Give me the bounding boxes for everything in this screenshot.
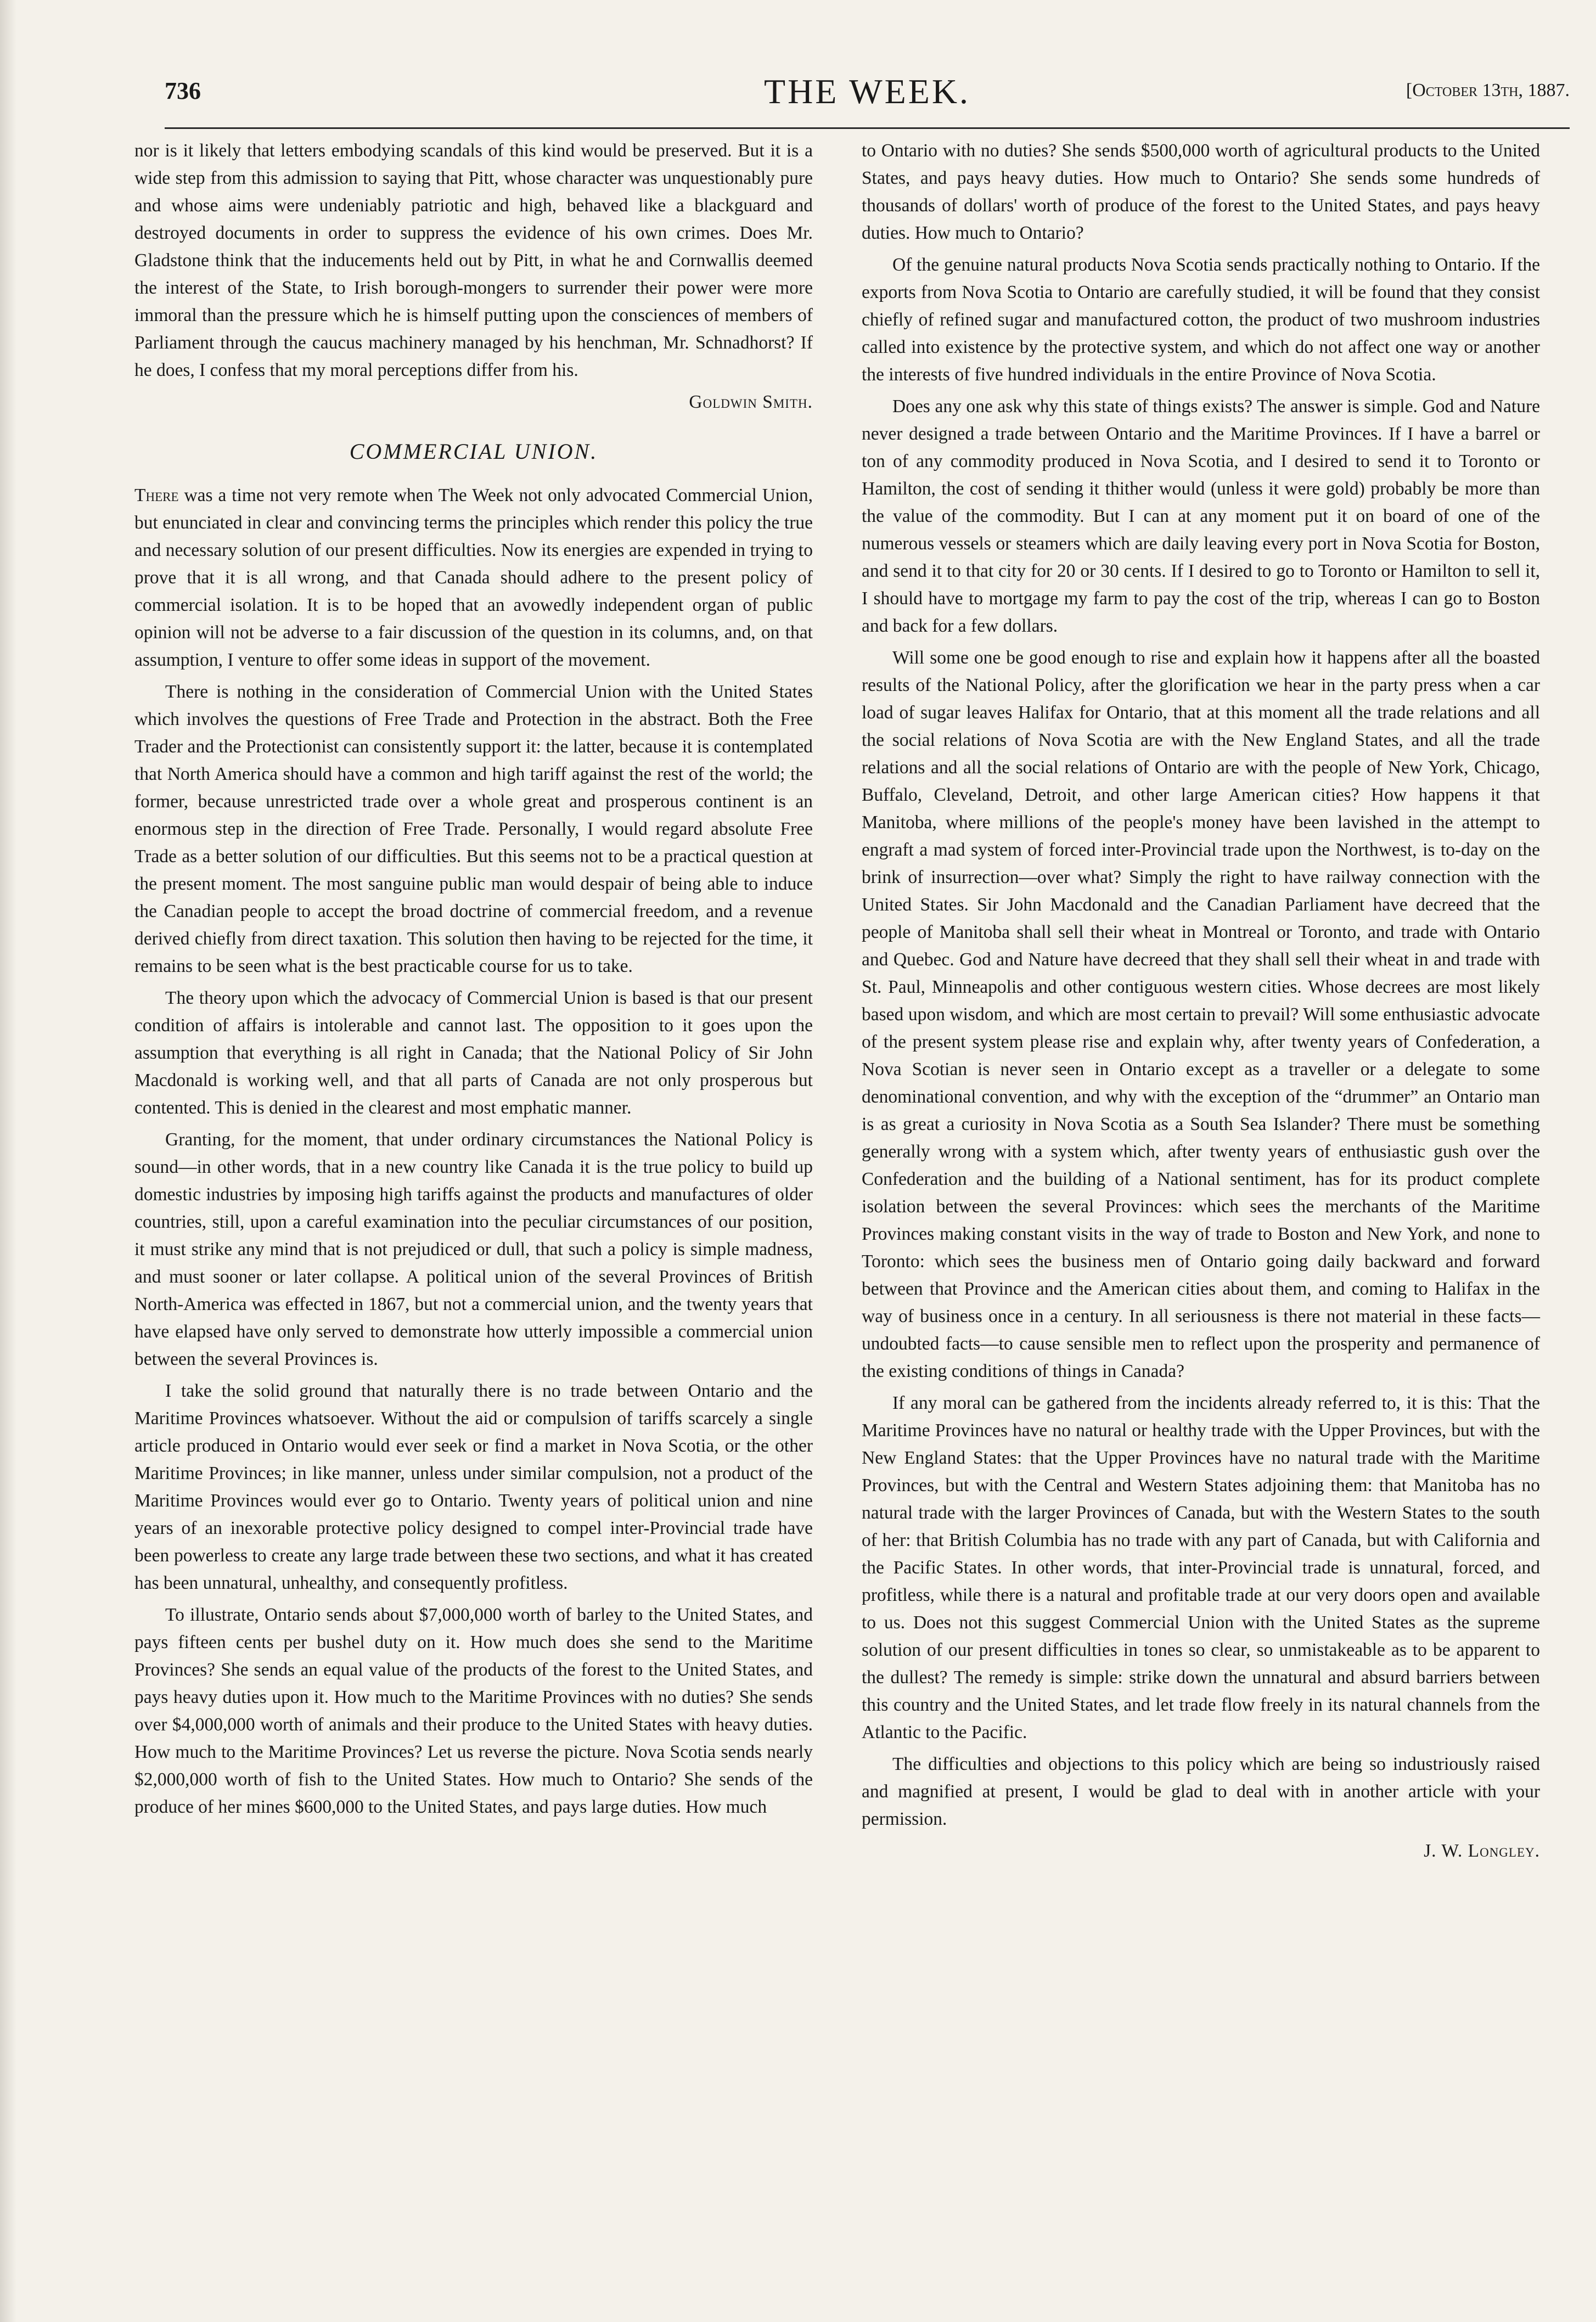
article-paragraph-6: To illustrate, Ontario sends about $7,000,000 worth of barley to the United States, and pays fifteen cents per bushel duty on it. How much does she send to the Maritime Provinces? She sends an equal value of the products of the forest to the United States, and pays heavy duties upon it. How much to the Maritime Provinces with no duties? She sends over $4,000,000 worth of animals and their produce to the United States with heavy duties. How much to the Maritime Provinces? Let us reverse the picture. Nova Scotia sends nearly $2,000,000 worth of fish to the United States. How much to Ontario? She sends of the produce of her mines $600,000 to the United States, and pays large duties. How much [134, 1605, 813, 1817]
signature-author: J. W. Longley. [1424, 1841, 1540, 1861]
continued-paragraph: nor is it likely that letters embodying scandals of this kind would be preserved. But it is a wide step from this admission to saying that Pitt, whose character was unquestionably pure and whose aims were undeniably patriotic and high, behaved like a blackguard and destroyed documents in order to suppress the evidence of his own crimes. Does Mr. Gladstone think that the inducements held out by Pitt, in what he and Cornwallis deemed the interest of the State, to Irish borough-mongers to surrender their power were more immoral than the pressure which he is himself putting upon the consciences of members of Parliament through the caucus machinery managed by his henchman, Mr. Schnadhorst? If he does, I confess that my moral perceptions differ from his. [134, 140, 813, 380]
left-column [134, 137, 813, 1825]
page-number: 736 [165, 77, 201, 104]
article-paragraph-4: Granting, for the moment, that under ordinary circumstances the National Policy is sound—in other words, that in a new country like Canada it is the true policy to build up domestic industries by imposing high tariffs against the products and manufactures of older countries, still, upon a careful examination into the peculiar circumstances of our position, it must strike any mind that is not prejudiced or dull, that such a policy is simple madness, and must sooner or later collapse. A political union of the several Provinces of British North-America was effected in 1867, but not a commercial union, and the twenty years that have elapsed have only served to demonstrate how utterly impossible a commercial union between the several Provinces is. [134, 1129, 813, 1369]
drop-lead-word: There [134, 485, 179, 505]
right-column [862, 137, 1540, 1869]
article-paragraph-11: If any moral can be gathered from the incidents already referred to, it is this: That the Maritime Provinces have no natural or healthy trade with the Upper Provinces, but with the New England States: that the Upper Provinces have no natural trade with the Maritime Provinces, but with the Central and Western States adjoining them: that Manitoba has no natural trade with the larger Provinces of Canada, but with the Western States to the south of her: that British Columbia has no trade with any part of Canada, but with California and the Pacific States. In other words, that inter-Provincial trade is unnatural, forced, and profitless, while there is a natural and profitable trade at our very doors open and available to us. Does not this suggest Commercial Union with the United States as the supreme solution of our present difficulties in tones so clear, so unmistakeable as to be apparent to the dullest? The remedy is simple: strike down the unnatural and absurd barriers between this country and the United States, and let trade flow freely in its natural channels from the Atlantic to the Pacific. [862, 1393, 1540, 1742]
page-edge-shadow [0, 0, 16, 2322]
page-header [165, 71, 1570, 121]
article-paragraph-8: Of the genuine natural products Nova Scotia sends practically nothing to Ontario. If the exports from Nova Scotia to Ontario are carefully studied, it will be found that they consist chiefly of refined sugar and manufactured cotton, the product of two mushroom industries called into existence by the protective system, and which do not affect one way or another the interests of five hundred individuals in the entire Province of Nova Scotia. [862, 255, 1540, 385]
masthead-title: THE WEEK. [763, 72, 971, 111]
article-title: COMMERCIAL UNION. [349, 439, 598, 464]
article-paragraph-2: There is nothing in the consideration of Commercial Union with the United States which involves the questions of Free Trade and Protection in the abstract. Both the Free Trader and the Protectionist can consistently support it: the latter, because it is contemplated that North America should have a common and high tariff against the rest of the world; the former, because unrestricted trade over a whole great and prosperous continent is an enormous step in the direction of Free Trade. Personally, I would regard absolute Free Trade as a better solution of our difficulties. But this seems not to be a practical question at the present moment. The most sanguine public man would despair of being able to induce the Canadian people to accept the broad doctrine of commercial freedom, and a revenue derived chiefly from direct taxation. This solution then having to be rejected for the time, it remains to be seen what is the best practicable course for us to take. [134, 682, 813, 976]
article-paragraph-5: I take the solid ground that naturally there is no trade between Ontario and the Maritime Provinces whatsoever. Without the aid or compulsion of tariffs scarcely a single article produced in Ontario would ever seek or find a market in Nova Scotia, or the other Maritime Provinces; in like manner, unless under similar compulsion, not a product of the Maritime Provinces would ever go to Ontario. Twenty years of political union and nine years of an inexorable protective policy designed to compel inter-Provincial trade have been powerless to create any large trade between these two sections, and what it has created has been unnatural, unhealthy, and consequently profitless. [134, 1381, 813, 1593]
article-paragraph-1 [134, 482, 813, 674]
paragraph-1-body: was a time not very remote when The Week not only advocated Commercial Union, but enunciated in clear and convincing terms the principles which render this policy the true and necessary solution of our present difficulties. Now its energies are expended in trying to prove that it is all wrong, and that Canada should adhere to the present policy of commercial isolation. It is to be hoped that an avowedly independent organ of public opinion will not be adverse to a fair discussion of the question in its columns, and, on that assumption, I venture to offer some ideas in support of the movement. [134, 485, 813, 670]
signature-goldwin-smith: Goldwin Smith. [689, 392, 813, 412]
article-paragraph-3: The theory upon which the advocacy of Commercial Union is based is that our present condition of affairs is intolerable and cannot last. The opposition to it goes upon the assumption that everything is all right in Canada; that the National Policy of Sir John Macdonald is working well, and that all parts of Canada are not only prosperous but contented. This is denied in the clearest and most emphatic manner. [134, 988, 813, 1118]
article-paragraph-12: The difficulties and objections to this policy which are being so industriously raised and magnified at present, I would be glad to deal with in another article with your permission. [862, 1754, 1540, 1829]
header-rule [165, 127, 1570, 129]
article-paragraph-10: Will some one be good enough to rise and explain how it happens after all the boasted results of the National Policy, after the glorification we hear in the party press when a car load of sugar leaves Halifax for Ontario, that at this moment all the trade relations and all the social relations of Nova Scotia are with the New England States, and all the trade relations and all the social relations of Ontario are with the people of New York, Chicago, Buffalo, Cleveland, Detroit, and other large American cities? How happens it that Manitoba, where millions of the people's money have been lavished in the attempt to engraft a mad system of forced inter-Provincial trade upon the Northwest, is to-day on the brink of insurrection—over what? Simply the right to have railway connection with the United States. Sir John Macdonald and the Canadian Parliament have decreed that the people of Manitoba shall sell their wheat in Montreal or Toronto, and trade with Ontario and Quebec. God and Nature have decreed that they shall sell their wheat in and trade with St. Paul, Minneapolis and other contiguous western cities. Whose decrees are most likely based upon wisdom, and which are most certain to prevail? Will some enthusiastic advocate of the present system please rise and explain why, after twenty years of Confederation, a Nova Scotian is never seen in Ontario except as a traveller or a delegate to some denominational convention, and why with the exception of the “drummer” an Ontario man is as great a curiosity in Nova Scotia as a South Sea Islander? There must be something generally wrong with a system which, after twenty years of enthusiastic gush over the Confederation and the building of a National sentiment, has for its product complete isolation between the several Provinces: which sees the merchants of the Maritime Provinces making constant visits in the way of trade to Boston and New York, and none to Toronto: which sees the business men of Ontario going daily backward and forward between that Province and the American cities about them, and coming to Halifax in the way of business once in a century. In all seriousness is there not material in these facts—undoubted facts—to cause sensible men to reflect upon the prosperity and permanence of the existing conditions of things in Canada? [862, 648, 1540, 1381]
article-paragraph-7: to Ontario with no duties? She sends $500,000 worth of agricultural products to the United States, and pays heavy duties. How much to Ontario? She sends some hundreds of thousands of dollars' worth of produce of the forest to the United States, and pays heavy duties. How much to Ontario? [862, 140, 1540, 243]
issue-date: [October 13th, 1887. [1406, 80, 1570, 100]
article-paragraph-9: Does any one ask why this state of things exists? The answer is simple. God and Nature never designed a trade between Ontario and the Maritime Provinces. If I have a barrel or ton of any commodity produced in Nova Scotia, and I desired to send it to Toronto or Hamilton, the cost of sending it thither would (unless it were gold) probably be more than the value of the commodity. But I can at any moment put it on board of one of the numerous vessels or steamers which are daily leaving every port in Nova Scotia for Boston, and send it to that city for 20 or 30 cents. If I desired to go to Toronto or Hamilton to sell it, I should have to mortgage my farm to pay the cost of the trip, whereas I can go to Boston and back for a few dollars. [862, 396, 1540, 636]
